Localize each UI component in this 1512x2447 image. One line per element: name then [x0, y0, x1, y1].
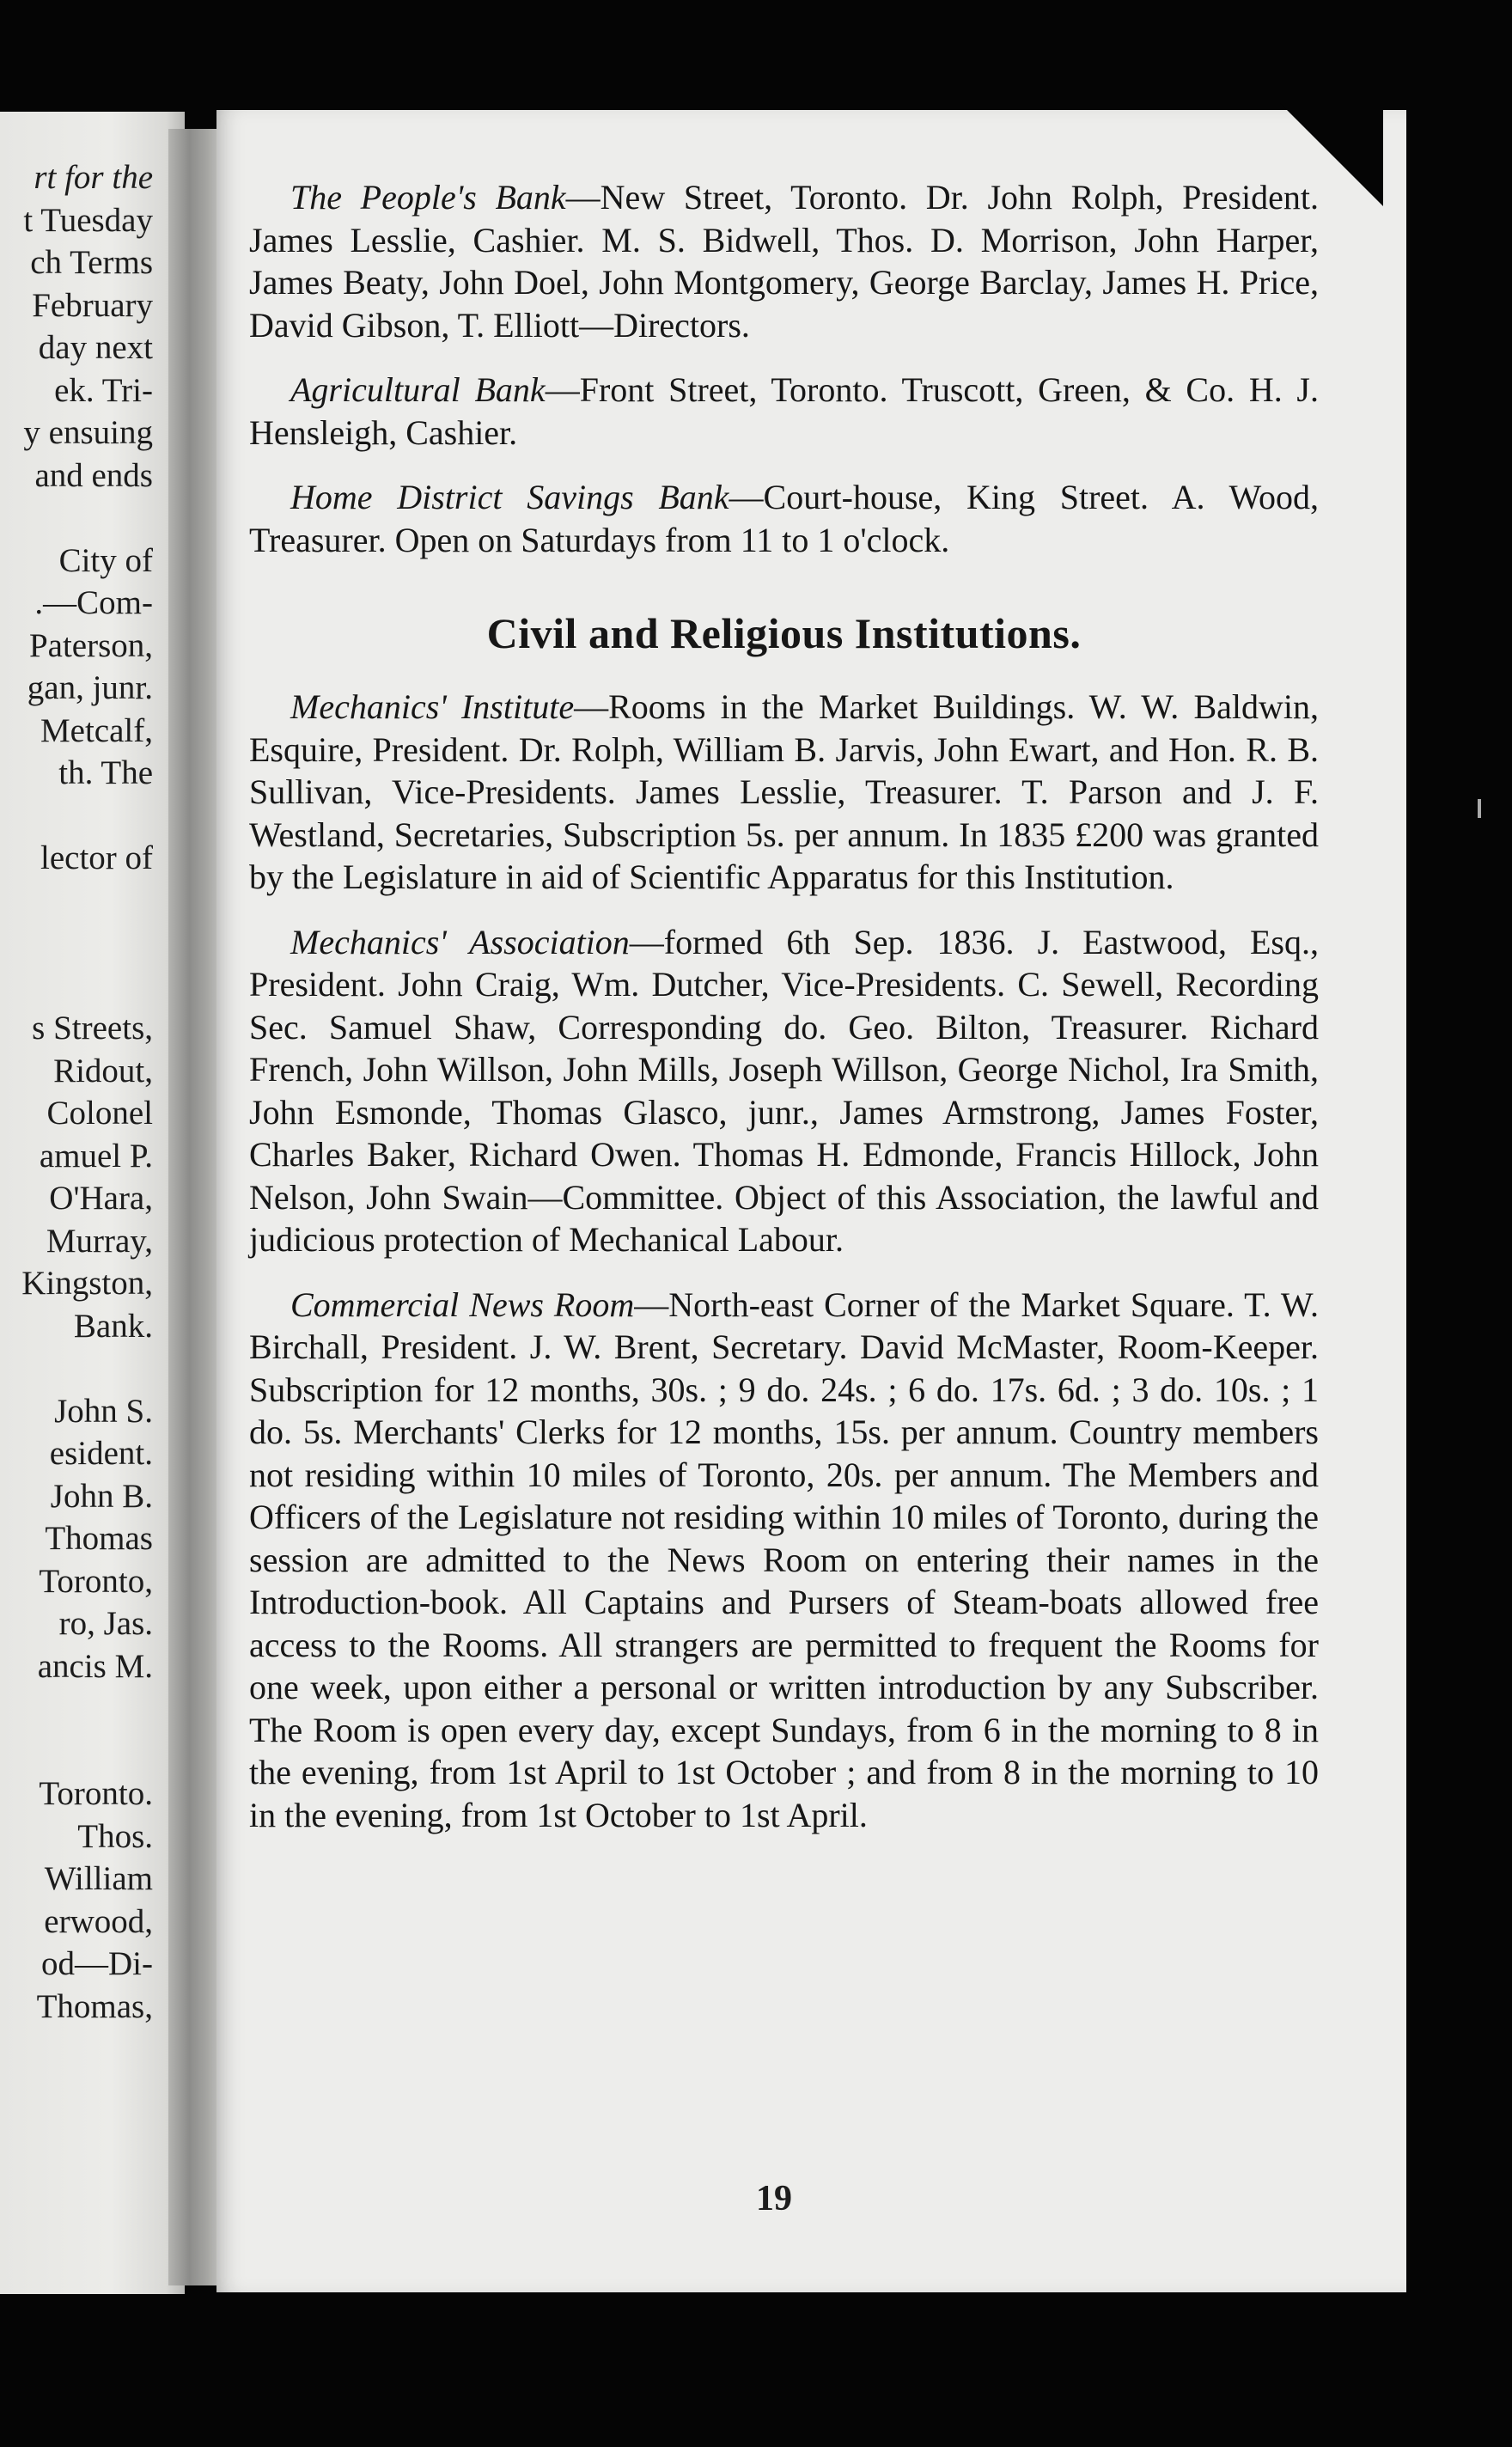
entry-paragraph [249, 369, 1319, 454]
left-page-line: t Tuesday [23, 201, 153, 239]
left-page-line [0, 880, 172, 923]
scan-speck [1478, 799, 1481, 818]
left-page-line: Colonel [46, 1095, 153, 1132]
left-page-line: O'Hara, [49, 1180, 153, 1217]
left-page-line: s Streets, [32, 1010, 153, 1047]
left-page-line: y ensuing [23, 414, 153, 451]
left-page-line: City of [58, 541, 153, 579]
page-number: 19 [756, 2179, 792, 2218]
left-page-line [0, 795, 172, 838]
entry-paragraph [249, 176, 1319, 346]
entry-text: —Court-house, King Street. A. Wood, Treasurer. Open on Saturdays from 11 to 1 o'clock. [249, 478, 1320, 559]
left-page-line: esident. [49, 1435, 153, 1472]
entry-text: —North-east Corner of the Market Square. T. W. Birchall, President. J. W. Brent, Secretary. David McMaster, Room-Keeper. Subscription for 12 months, 30s. ; 9 do. 24s. ; 6 do. 17s. 6d. ; 3 do. 10s. ; 1 do. 5s. Merchants' Clerks for 12 months, 15s. per annum. Country members not residing within 10 miles of Toronto, 20s. per annum. The Members and Officers of the Legislature not residing within 10 miles of Toronto, during the session are admitted to the News Room on entering their names in the Introduction-book. All Captains and Pursers of Steam-boats allowed free access to the Rooms. All strangers are permitted to frequent the Rooms for one week, upon either a personal or written introduction by any Subscriber. The Room is open every day, except Sundays, from 6 in the morning to 8 in the evening, from 1st April to 1st October ; and from 8 in the morning to 10 in the evening, from 1st October to 1st April. [249, 1285, 1319, 1834]
left-page-line [0, 1730, 172, 1773]
left-page-line: and ends [34, 456, 153, 494]
entry-paragraph [249, 476, 1319, 561]
entry-paragraph [249, 921, 1319, 1261]
entry-title: The People's Bank [290, 178, 566, 217]
left-page-line: ch Terms [30, 244, 153, 281]
left-page [0, 112, 185, 2294]
left-page-line [0, 965, 172, 1008]
left-page-line: Thos. [77, 1817, 153, 1855]
entry-title: Mechanics' Institute [290, 687, 575, 726]
left-page-line: ek. Tri- [54, 371, 153, 409]
left-page-line: erwood, [44, 1902, 153, 1940]
left-page-line: lector of [40, 839, 153, 876]
left-page-line: day next [38, 329, 153, 366]
left-page-line [0, 922, 172, 965]
left-page-line: rt for the [34, 159, 153, 196]
left-page-line: Kingston, [21, 1265, 153, 1302]
left-page-line: ancis M. [37, 1647, 153, 1685]
left-page-line: John S. [54, 1392, 153, 1430]
left-page-line [0, 1347, 172, 1390]
entry-text: —Front Street, Toronto. Truscott, Green, & Co. H. J. Hensleigh, Cashier. [249, 370, 1320, 452]
left-page-line: Paterson, [28, 626, 153, 664]
entry-text: —Rooms in the Market Buildings. W. W. Baldwin, Esquire, President. Dr. Rolph, William B. Jarvis, John Ewart, and Hon. R. B. Sullivan, Vice-Presidents. James Lesslie, Treasurer. T. Parson and J. F. Westland, Secretaries, Subscription 5s. per annum. In 1835 £200 was granted by the Legislature in aid of Scientific Apparatus for this Institution. [249, 687, 1319, 896]
entry-paragraph [249, 686, 1319, 899]
entry-title: Commercial News Room [290, 1285, 635, 1324]
page-content [249, 176, 1319, 1858]
left-page-line: gan, junr. [27, 669, 153, 706]
entry-text: —New Street, Toronto. Dr. John Rolph, President. James Lesslie, Cashier. M. S. Bidwell, Thos. D. Morrison, John Harper, James Beaty, John Doel, John Montgomery, George Barclay, James H. Price, David Gibson, T. Elliott—Directors. [249, 178, 1319, 345]
left-page-line: Metcalf, [40, 711, 153, 749]
left-page-line: ro, Jas. [58, 1605, 153, 1642]
left-page-text [0, 156, 172, 2028]
left-page-line: February [32, 286, 153, 324]
left-page-line: Toronto, [39, 1562, 153, 1600]
left-page-line [0, 497, 172, 540]
institution-entries [249, 686, 1319, 1836]
entry-title: Mechanics' Association [290, 922, 630, 961]
left-page-line: Toronto. [39, 1775, 153, 1812]
left-page-line: amuel P. [39, 1137, 153, 1175]
left-page-line: th. The [58, 754, 153, 791]
left-page-line: od—Di- [41, 1945, 153, 1982]
entry-paragraph [249, 1284, 1319, 1837]
left-page-line: John B. [50, 1477, 153, 1515]
bank-entries [249, 176, 1319, 561]
left-page-line: Murray, [46, 1222, 153, 1260]
left-page-line: Thomas [45, 1520, 153, 1557]
section-heading: Civil and Religious Institutions. [486, 609, 1082, 657]
left-page-line: Ridout, [53, 1052, 153, 1089]
entry-title: Home District Savings Bank [290, 478, 729, 516]
left-page-line [0, 1687, 172, 1730]
left-page-line: Bank. [73, 1307, 153, 1345]
left-page-line: .—Com- [34, 584, 153, 621]
entry-title: Agricultural Bank [290, 370, 546, 409]
left-page-line: Thomas, [36, 1987, 153, 2025]
entry-text: —formed 6th Sep. 1836. J. Eastwood, Esq., President. John Craig, Wm. Dutcher, Vice-Presidents. C. Sewell, Recording Sec. Samuel Shaw, Corresponding do. Geo. Bilton, Treasurer. Richard French, John Willson, John Mills, Joseph Willson, George Nichol, Ira Smith, John Esmonde, Thomas Glasco, junr., James Armstrong, James Foster, Charles Baker, Richard Owen. Thomas H. Edmonde, Francis Hillock, John Nelson, John Swain—Committee. Object of this Association, the lawful and judicious protection of Mechanical Labour. [249, 922, 1319, 1259]
left-page-line: William [44, 1860, 153, 1897]
